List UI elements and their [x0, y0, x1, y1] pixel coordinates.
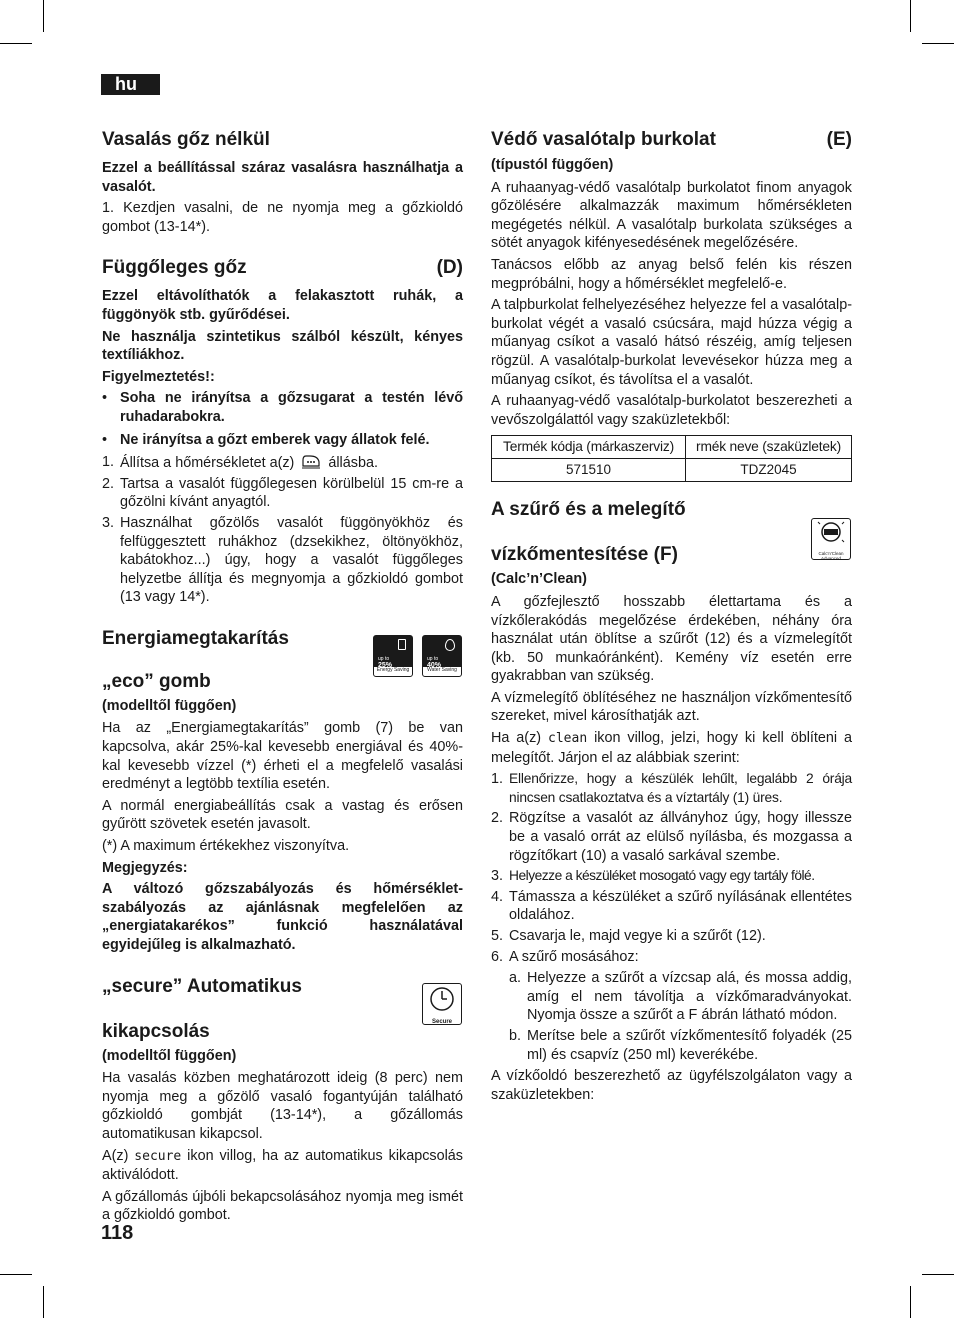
- paragraph: Ha az „Energiamegtakarítás” gomb (7) be van kapcsolva, akár 25%-kal kevesebb energiával és 40%-kal kevesebb vízzel (*) érheti el a megfelelő vasalási eredményt a legtöbb textília esetén.: [102, 720, 463, 793]
- section-title: „secure” Automatikus: [102, 975, 302, 997]
- step-number: 6.: [491, 948, 504, 965]
- step-number: 1.: [491, 771, 504, 788]
- section-title: kikapcsolás: [102, 1020, 210, 1042]
- text: Ha a(z): [491, 730, 542, 747]
- list-item: [491, 927, 852, 946]
- language-tab: hu: [101, 74, 160, 95]
- table-header-row: [492, 436, 852, 459]
- step-text: Tartsa a vasalót függőlegesen körülbelül 15 cm-re a gőzölni kívánt anyagtól.: [120, 475, 463, 511]
- model-note: (modelltől függően): [102, 697, 237, 714]
- paragraph: A normál energiabeállítás csak a vastag és erősen gyűrött szövetek esetén javasolt.: [102, 797, 463, 833]
- step-number: 4.: [491, 888, 504, 905]
- paragraph: A gőzfejlesztő hosszabb élettartama és a vízkőlerakódás megelőzése érdekében, néhány óra használat után öblítse a szűrőt (12) és a vízmelegítőt (kb. 50 munkaóránként). Kemény víz esetén erre gyakrabban van szükség.: [491, 593, 852, 685]
- step-text: Helyezze a szűrőt a vízcsap alá, és mossa addig, amíg el nem távolítja a vízkőmaradványokat. Nyomja össze a szűrőt a F ábrán látható módon.: [527, 970, 852, 1024]
- paragraph: [491, 729, 852, 767]
- crop-mark: [43, 0, 44, 32]
- step-text: Támassza a készüléket a szűrő nyílásának ellentétes oldalához.: [509, 888, 852, 924]
- product-code-table: [491, 435, 852, 482]
- step-number: 1.: [102, 454, 115, 471]
- paragraph: (*) A maximum értékekhez viszonyítva.: [102, 838, 350, 855]
- step-text: Merítse bele a szűrőt vízkőmentesítő folyadék (25 ml) és csapvíz (250 ml) keverékébe.: [527, 1027, 852, 1063]
- paragraph: Ha vasalás közben meghatározott ideig (8 perc) nem nyomja meg a gőzölő vasaló fogantyúján található gőzkioldó gombját (13-14*), a gőzállomás automatikusan kikapcsol.: [102, 1070, 463, 1142]
- model-note: (típustól függően): [491, 157, 614, 173]
- section-vertical-steam: [102, 256, 463, 607]
- list-item: [491, 809, 852, 865]
- crop-mark: [0, 43, 32, 44]
- section-title: [102, 256, 463, 279]
- step-text: A szűrő mosásához:: [509, 948, 639, 965]
- paragraph: A ruhaanyag-védő vasalótalp-burkolatot beszerezheti a vevőszolgálattól vagy szaküzletekből:: [491, 393, 852, 428]
- crop-mark: [922, 1274, 954, 1275]
- crop-mark: [43, 1286, 44, 1318]
- figure-tag: (E): [826, 129, 852, 150]
- model-note: (modelltől függően): [102, 1047, 237, 1064]
- note-text: A változó gőzszabályozás és hőmérséklet-szabályozás az ajánlásnak megfelelően az „energiatakarékos” funkció használatával egyidejűleg is alkalmazható.: [102, 881, 463, 953]
- list-item: [102, 475, 463, 512]
- section-secure: [102, 975, 463, 1225]
- step-letter: b.: [509, 1027, 522, 1044]
- icon-label: up to: [427, 655, 439, 662]
- paragraph: A talpburkolat felhelyezéséhez helyezze fel a vasalótalp- burkolat végét a vasaló csúcsára, majd húzza végig a műanyag csíkot a vasaló hátsó részéig, amíg teljesen rögzül. A vasalótalp-burkolat levevésekor húzza meg a műanyag csíkot, és távolítsa el a vasalót.: [491, 297, 852, 388]
- list-item: [509, 1027, 852, 1064]
- paragraph: A vízkőoldó beszerezhető az ügyfélszolgálaton vagy a szaküzletekben:: [491, 1068, 852, 1103]
- section-dry-ironing: [102, 128, 463, 236]
- icon-caption: Water Saving: [427, 666, 457, 673]
- intro-text: Ezzel a beállítással száraz vasalásra használhatja a vasalót.: [102, 160, 463, 195]
- section-soleplate-cover: [491, 128, 852, 482]
- section-title: A szűrő és a melegítő: [491, 499, 686, 521]
- right-column: [491, 128, 852, 1107]
- step-text: Állítsa a hőmérsékletet a(z): [120, 455, 295, 472]
- list-item: [491, 888, 852, 925]
- step-text: 1. Kezdjen vasalni, de ne nyomja meg a gőzkioldó gombot (13-14*).: [102, 200, 463, 235]
- display-word: secure: [134, 1148, 182, 1164]
- paragraph: [102, 1147, 463, 1185]
- bold-paragraph: Ne használja szintetikus szálból készült, kényes textíliákhoz.: [102, 328, 463, 364]
- bold-paragraph: Ezzel eltávolíthatók a felakasztott ruhák, a függönyök stb. gyűrődései.: [102, 288, 463, 323]
- list-item: [491, 867, 852, 886]
- table-cell: 571510: [492, 459, 686, 482]
- table-header: rmék neve (szaküzletek): [686, 436, 852, 459]
- section-title: Energiamegtakarítás: [102, 627, 289, 649]
- icon-caption: Energy Saving: [376, 666, 410, 673]
- steps-list: [491, 770, 852, 966]
- icon-caption: Advanced: [820, 555, 841, 561]
- secure-clock-icon: [422, 983, 462, 1025]
- step-text: Rögzítse a vasalót az állványhoz úgy, hogy illessze be a vasaló orrát az elülső nyílásba, és mozgassa a rögzítőkart (10) a vasaló sarkával szembe.: [509, 810, 852, 864]
- list-item: [491, 770, 852, 807]
- table-cell: TDZ2045: [686, 459, 852, 482]
- warning-label: Figyelmeztetés!:: [102, 368, 215, 385]
- section-title-text: Függőleges gőz: [102, 257, 247, 279]
- descaling-icon: [812, 519, 850, 545]
- list-item: [102, 514, 463, 607]
- section-eco: [102, 627, 463, 955]
- figure-tag: (D): [436, 257, 463, 279]
- clock-icon: [423, 984, 461, 1014]
- model-note: (Calc’n’Clean): [491, 571, 587, 588]
- water-saving-icon: [422, 635, 462, 677]
- section-title: Vasalás gőz nélkül: [102, 129, 270, 150]
- icon-value: 25%: [378, 661, 393, 669]
- step-number: 3.: [102, 514, 115, 531]
- section-descaling: [491, 498, 852, 1104]
- crop-mark: [922, 43, 954, 44]
- step-number: 2.: [491, 810, 504, 827]
- paragraph: A ruhaanyag-védő vasalótalp burkolatot finom anyagok gőzölésére alkalmazzák maximum hőmérsékleten megégetés nélkül. A vasalótalp burkolata szükséges a sötét anyagok kifényesedésének megelőzésére.: [491, 179, 852, 252]
- display-word: clean: [548, 731, 588, 747]
- step-letter: a.: [509, 970, 522, 987]
- energy-saving-icon: [373, 635, 413, 677]
- list-item: [102, 453, 463, 473]
- icon-label: up to: [378, 655, 390, 662]
- left-column: [102, 128, 463, 1228]
- section-title: vízkőmentesítése (F): [491, 544, 678, 566]
- list-item: • Ne irányítsa a gőzt emberek vagy állatok felé.: [102, 431, 463, 450]
- crop-mark: [910, 1286, 911, 1318]
- note-label: Megjegyzés:: [102, 859, 188, 876]
- paragraph: A gőzállomás újbóli bekapcsolásához nyomja meg ismét a gőzkioldó gombot.: [102, 1188, 463, 1224]
- text: A(z): [102, 1147, 129, 1164]
- step-text: Ellenőrizze, hogy a készülék lehűlt, legalább 2 órája nincsen csatlakoztatva és a víztartály (1) üres.: [509, 771, 852, 805]
- icon-caption: Secure: [431, 1019, 452, 1026]
- page-number: 118: [101, 1222, 134, 1244]
- calc-n-clean-icon: [811, 518, 851, 560]
- sub-steps-list: [491, 969, 852, 1064]
- text: ikon villog, jelzi, hogy ki kell öblíteni a melegítőt. Járjon el az alábbiak szerint:: [491, 730, 853, 766]
- section-title: „eco” gomb: [102, 670, 211, 692]
- step-text: Csavarja le, majd vegye ki a szűrőt (12).: [509, 928, 766, 944]
- section-title-text: Védő vasalótalp burkolat: [491, 129, 716, 150]
- crop-mark: [910, 0, 911, 32]
- table-header: Termék kódja (márkaszerviz): [492, 436, 686, 459]
- paragraph: Tanácsos előbb az anyag belső felén kis részen megpróbálni, hogy a hőmérséklet megfelelő-e.: [491, 256, 852, 292]
- text: ikon villog, ha az automatikus kikapcsolás aktiválódott.: [102, 1147, 464, 1184]
- step-number: 3.: [491, 868, 504, 885]
- temperature-dial-icon: [300, 453, 322, 469]
- step-number: 5.: [491, 928, 504, 944]
- step-text: Helyezze a készüléket mosogató vagy egy tartály fölé.: [509, 868, 815, 884]
- steps-list: [102, 453, 463, 607]
- step-text: Használhat gőzölős vasalót függönyökhöz és felfüggesztett ruhákhoz (dzsekikhez, öltönyökhöz, kabátokhoz...) úgy, hogy a vasalót függőleges helyzetbe állítja és megnyomja a gőzkioldó gombot (13 vagy 14*).: [120, 514, 463, 606]
- warning-list: [102, 389, 463, 449]
- icon-value: 40%: [427, 661, 442, 669]
- list-item: • Soha ne irányítsa a gőzsugarat a testén lévő ruhadarabokra.: [102, 389, 463, 426]
- paragraph: A vízmelegítő öblítéséhez ne használjon vízkőmentesítő szereket, mivel károsíthatják azt.: [491, 689, 852, 725]
- step-number: 2.: [102, 475, 115, 492]
- crop-mark: [0, 1274, 32, 1275]
- step-text: állásba.: [328, 455, 378, 472]
- section-title: [491, 128, 852, 151]
- icon-caption: Calc'n'Clean: [818, 550, 844, 556]
- list-item: [491, 948, 852, 967]
- list-item: [509, 969, 852, 1025]
- table-row: [492, 459, 852, 482]
